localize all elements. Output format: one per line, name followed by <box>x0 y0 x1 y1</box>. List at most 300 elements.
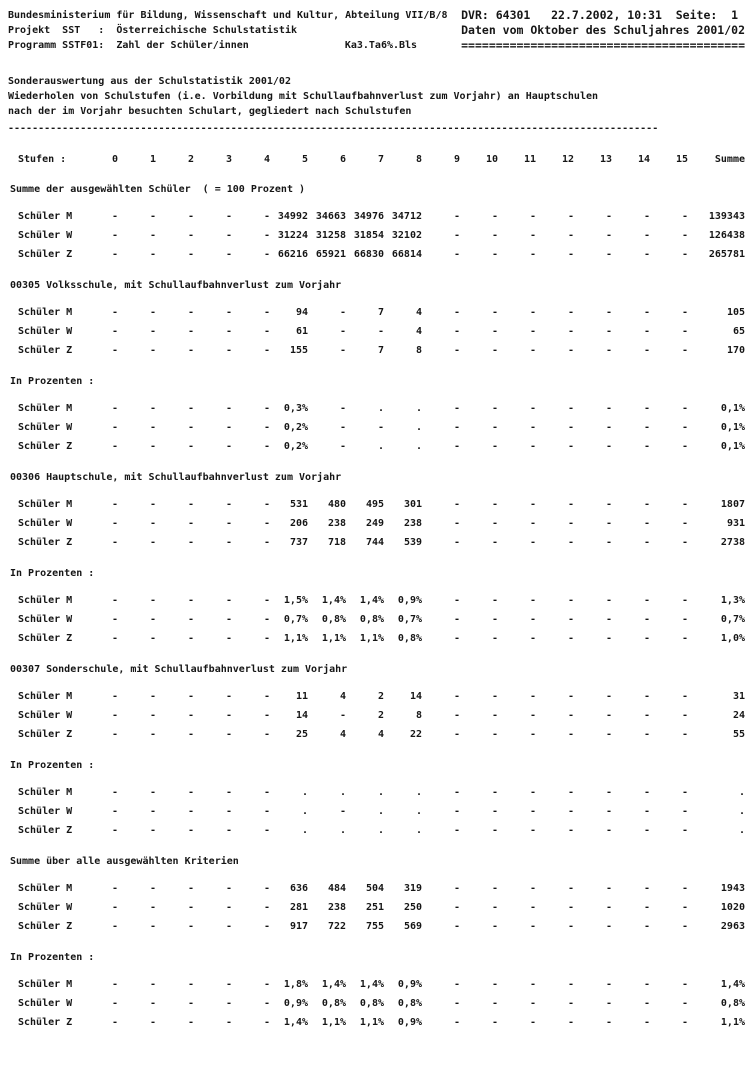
row-cells <box>80 1013 688 1032</box>
cell: - <box>111 633 118 644</box>
cell: - <box>453 403 460 414</box>
cell: - <box>263 691 270 702</box>
cell: - <box>187 518 194 529</box>
cell: - <box>491 806 498 817</box>
cell: - <box>111 825 118 836</box>
table-section <box>8 182 745 264</box>
cell: - <box>453 998 460 1009</box>
cell: - <box>681 902 688 913</box>
cell: 504 <box>365 883 384 894</box>
cell: - <box>149 806 156 817</box>
cell: - <box>149 537 156 548</box>
row-label: Schüler W <box>18 902 73 913</box>
cell: - <box>453 422 460 433</box>
table-row <box>8 399 745 418</box>
cell: - <box>529 614 536 625</box>
cell: - <box>529 422 536 433</box>
cell: - <box>567 441 574 452</box>
cell: - <box>491 614 498 625</box>
cell: - <box>263 345 270 356</box>
cell: 484 <box>327 883 346 894</box>
cell: - <box>567 902 574 913</box>
cell: - <box>529 921 536 932</box>
cell: - <box>111 422 118 433</box>
cell: 755 <box>365 921 384 932</box>
summe-cell: 0,7% <box>720 614 745 625</box>
header-date-line: Daten vom Oktober des Schuljahres 2001/02 <box>461 23 745 37</box>
column-header: 12 <box>561 154 574 165</box>
cell: - <box>111 883 118 894</box>
cell: - <box>149 614 156 625</box>
cell: - <box>681 1017 688 1028</box>
cell: - <box>111 307 118 318</box>
cell: - <box>263 518 270 529</box>
cell: - <box>149 787 156 798</box>
program-output-file: Ka3.Ta6%.Bls <box>344 40 418 51</box>
cell: - <box>491 345 498 356</box>
cell: - <box>681 230 688 241</box>
cell: - <box>491 422 498 433</box>
cell: - <box>225 825 232 836</box>
cell: - <box>605 902 612 913</box>
cell: 7 <box>377 307 384 318</box>
cell: - <box>187 595 194 606</box>
cell: 11 <box>295 691 308 702</box>
cell: - <box>453 979 460 990</box>
cell: - <box>187 787 194 798</box>
cell: - <box>605 441 612 452</box>
cell: - <box>643 729 650 740</box>
cell: - <box>453 345 460 356</box>
cell: . <box>339 825 346 836</box>
table-section <box>8 950 745 1032</box>
cell: - <box>225 614 232 625</box>
cell: - <box>111 710 118 721</box>
cell: - <box>567 787 574 798</box>
cell: 4 <box>339 691 346 702</box>
stufen-header-label: Stufen : <box>18 154 67 165</box>
column-header: 14 <box>637 154 650 165</box>
title-line-2: Wiederholen von Schulstufen (i.e. Vorbildung mit Schullaufbahnverlust zum Vorjahr) an Hauptschulen <box>8 91 599 102</box>
column-header: 3 <box>225 154 232 165</box>
row-cells <box>80 629 688 648</box>
row-cells <box>80 821 688 840</box>
cell: - <box>453 230 460 241</box>
cell: - <box>567 883 574 894</box>
row-label: Schüler W <box>18 326 73 337</box>
cell: - <box>187 921 194 932</box>
cell: . <box>415 422 422 433</box>
row-cells <box>80 418 688 437</box>
cell: - <box>643 825 650 836</box>
header-program-text: Programm SSTF01: Zahl der Schüler/innen <box>8 40 249 51</box>
cell: - <box>567 211 574 222</box>
cell: - <box>529 1017 536 1028</box>
row-label: Schüler W <box>18 614 73 625</box>
cell: 0,8% <box>397 633 422 644</box>
cell: - <box>605 979 612 990</box>
cell: - <box>529 211 536 222</box>
cell: - <box>605 1017 612 1028</box>
cell: - <box>453 633 460 644</box>
column-header: 15 <box>675 154 688 165</box>
cell: - <box>643 537 650 548</box>
cell: - <box>453 825 460 836</box>
summe-cell: 265781 <box>708 249 745 260</box>
cell: 4 <box>377 729 384 740</box>
cell: - <box>149 422 156 433</box>
cell: - <box>111 326 118 337</box>
summe-cell: 1,3% <box>720 595 745 606</box>
row-cells <box>80 399 688 418</box>
cell: - <box>605 249 612 260</box>
row-cells <box>80 687 688 706</box>
cell: - <box>187 307 194 318</box>
cell: 0,8% <box>359 614 384 625</box>
cell: 4 <box>415 326 422 337</box>
cell: - <box>339 441 346 452</box>
row-cells <box>80 898 688 917</box>
cell: . <box>377 825 384 836</box>
row-cells <box>80 322 688 341</box>
cell: - <box>263 902 270 913</box>
cell: - <box>111 729 118 740</box>
header-program-line <box>8 38 448 53</box>
cell: - <box>567 499 574 510</box>
cell: 34663 <box>315 211 346 222</box>
cell: - <box>491 633 498 644</box>
row-cells <box>80 591 688 610</box>
cell: - <box>111 691 118 702</box>
summe-cell: 1943 <box>720 883 745 894</box>
cell: 0,8% <box>359 998 384 1009</box>
row-label: Schüler M <box>18 883 73 894</box>
cell: - <box>187 422 194 433</box>
table-row <box>8 591 745 610</box>
row-label: Schüler M <box>18 691 73 702</box>
cell: - <box>491 883 498 894</box>
section-heading: 00306 Hauptschule, mit Schullaufbahnverlust zum Vorjahr <box>10 472 342 483</box>
table-row <box>8 533 745 552</box>
summe-cell: . <box>738 825 745 836</box>
cell: - <box>453 710 460 721</box>
row-cells <box>80 514 688 533</box>
column-header: 2 <box>187 154 194 165</box>
table-sections <box>8 182 745 1032</box>
table-section <box>8 566 745 648</box>
cell: - <box>605 710 612 721</box>
cell: - <box>453 249 460 260</box>
cell: 1,4% <box>359 979 384 990</box>
cell: - <box>111 998 118 1009</box>
cell: - <box>643 614 650 625</box>
cell: - <box>263 1017 270 1028</box>
cell: - <box>605 595 612 606</box>
cell: - <box>681 518 688 529</box>
cell: - <box>263 979 270 990</box>
cell: - <box>263 230 270 241</box>
cell: - <box>567 710 574 721</box>
cell: - <box>225 211 232 222</box>
cell: - <box>187 691 194 702</box>
cell: - <box>263 825 270 836</box>
cell: 495 <box>365 499 384 510</box>
cell: - <box>491 441 498 452</box>
row-label: Schüler Z <box>18 729 73 740</box>
title-line-1: Sonderauswertung aus der Schulstatistik 2001/02 <box>8 76 291 87</box>
cell: 32102 <box>391 230 422 241</box>
cell: - <box>187 345 194 356</box>
cell: - <box>149 307 156 318</box>
row-label: Schüler W <box>18 710 73 721</box>
cell: - <box>643 691 650 702</box>
cell: - <box>605 921 612 932</box>
table-row <box>8 975 745 994</box>
cell: - <box>529 441 536 452</box>
cell: . <box>377 403 384 414</box>
cell: - <box>453 787 460 798</box>
cell: 0,8% <box>397 998 422 1009</box>
cell: 0,9% <box>397 979 422 990</box>
cell: - <box>225 307 232 318</box>
cell: 569 <box>403 921 422 932</box>
cell: - <box>681 345 688 356</box>
row-label: Schüler Z <box>18 633 73 644</box>
cell: - <box>453 921 460 932</box>
row-cells <box>80 725 688 744</box>
cell: - <box>453 1017 460 1028</box>
cell: 61 <box>295 326 308 337</box>
cell: 25 <box>295 729 308 740</box>
table-section <box>8 470 745 552</box>
cell: 14 <box>295 710 308 721</box>
cell: - <box>149 883 156 894</box>
section-heading: Summe der ausgewählten Schüler ( = 100 Prozent ) <box>10 184 306 195</box>
cell: - <box>567 345 574 356</box>
cell: - <box>453 902 460 913</box>
cell: - <box>605 518 612 529</box>
cell: - <box>187 326 194 337</box>
cell: - <box>339 326 346 337</box>
cell: - <box>567 691 574 702</box>
cell: - <box>491 307 498 318</box>
table-row <box>8 706 745 725</box>
cell: - <box>529 537 536 548</box>
cell: - <box>643 518 650 529</box>
cell: 718 <box>327 537 346 548</box>
row-cells <box>80 437 688 456</box>
cell: - <box>605 787 612 798</box>
cell: 34712 <box>391 211 422 222</box>
separator-rule: ------------------------------------------------------------------------------------------------------------ <box>8 123 659 134</box>
cell: - <box>567 806 574 817</box>
table-row <box>8 226 745 245</box>
cell: - <box>187 806 194 817</box>
cell: - <box>681 211 688 222</box>
row-cells <box>80 610 688 629</box>
cell: 722 <box>327 921 346 932</box>
header-left-block <box>8 8 448 53</box>
cell: - <box>187 403 194 414</box>
table-row <box>8 322 745 341</box>
cell: - <box>149 595 156 606</box>
cell: - <box>681 499 688 510</box>
header-project-line: Projekt SST : Österreichische Schulstatistik <box>8 25 297 36</box>
cell: - <box>681 307 688 318</box>
cell: 0,2% <box>283 441 308 452</box>
cell: - <box>491 326 498 337</box>
title-block <box>8 74 745 136</box>
cell: 238 <box>327 902 346 913</box>
cell: 1,1% <box>359 1017 384 1028</box>
table-row <box>8 303 745 322</box>
cell: - <box>111 921 118 932</box>
cell: - <box>643 403 650 414</box>
table-section <box>8 278 745 360</box>
cell: - <box>225 979 232 990</box>
header-ministry-line: Bundesministerium für Bildung, Wissenschaft und Kultur, Abteilung VII/B/8 <box>8 10 448 21</box>
summe-cell: 0,8% <box>720 998 745 1009</box>
section-heading: In Prozenten : <box>10 760 95 771</box>
cell: - <box>605 998 612 1009</box>
cell: - <box>567 979 574 990</box>
cell: - <box>149 1017 156 1028</box>
cell: - <box>605 806 612 817</box>
summe-cell: 105 <box>726 307 745 318</box>
cell: - <box>453 883 460 894</box>
cell: - <box>263 633 270 644</box>
cell: - <box>263 883 270 894</box>
cell: - <box>149 825 156 836</box>
cell: - <box>681 441 688 452</box>
cell: . <box>301 787 308 798</box>
cell: - <box>605 403 612 414</box>
cell: - <box>339 345 346 356</box>
cell: - <box>643 902 650 913</box>
cell: - <box>643 998 650 1009</box>
summe-cell: 1807 <box>720 499 745 510</box>
cell: - <box>643 307 650 318</box>
cell: 636 <box>289 883 308 894</box>
cell: 66830 <box>353 249 384 260</box>
cell: - <box>111 595 118 606</box>
cell: 34976 <box>353 211 384 222</box>
cell: - <box>491 979 498 990</box>
cell: - <box>491 499 498 510</box>
row-label: Schüler M <box>18 787 73 798</box>
cell: - <box>225 422 232 433</box>
report-header <box>8 8 745 53</box>
cell: 1,1% <box>321 1017 346 1028</box>
cell: - <box>263 998 270 1009</box>
table-row <box>8 437 745 456</box>
cell: 31224 <box>277 230 308 241</box>
cell: - <box>187 902 194 913</box>
cell: 1,4% <box>283 1017 308 1028</box>
cell: - <box>187 499 194 510</box>
cell: - <box>225 230 232 241</box>
cell: 2 <box>377 691 384 702</box>
column-header: 1 <box>149 154 156 165</box>
cell: 480 <box>327 499 346 510</box>
section-heading: Summe über alle ausgewählten Kriterien <box>10 856 239 867</box>
cell: - <box>339 403 346 414</box>
column-header: 6 <box>339 154 346 165</box>
cell: - <box>529 902 536 913</box>
cell: - <box>453 614 460 625</box>
cell: 22 <box>409 729 422 740</box>
summe-cell: . <box>738 787 745 798</box>
cell: - <box>225 691 232 702</box>
cell: - <box>187 1017 194 1028</box>
cell: - <box>225 710 232 721</box>
cell: - <box>491 691 498 702</box>
cell: - <box>529 307 536 318</box>
cell: 1,5% <box>283 595 308 606</box>
cell: - <box>491 1017 498 1028</box>
row-label: Schüler M <box>18 499 73 510</box>
row-label: Schüler M <box>18 307 73 318</box>
cell: - <box>643 633 650 644</box>
cell: . <box>415 806 422 817</box>
cell: - <box>263 326 270 337</box>
row-label: Schüler M <box>18 595 73 606</box>
cell: - <box>567 249 574 260</box>
cell: . <box>415 403 422 414</box>
cell: - <box>111 787 118 798</box>
cell: - <box>643 921 650 932</box>
cell: - <box>681 825 688 836</box>
cell: 14 <box>409 691 422 702</box>
column-header: 7 <box>377 154 384 165</box>
cell: - <box>491 787 498 798</box>
table-row <box>8 610 745 629</box>
cell: 155 <box>289 345 308 356</box>
cell: - <box>225 1017 232 1028</box>
cell: - <box>149 518 156 529</box>
row-label: Schüler M <box>18 979 73 990</box>
column-header: 10 <box>485 154 498 165</box>
cell: 249 <box>365 518 384 529</box>
cell: 1,4% <box>321 595 346 606</box>
cell: - <box>605 633 612 644</box>
cell: - <box>491 595 498 606</box>
cell: - <box>187 614 194 625</box>
cell: - <box>643 249 650 260</box>
row-cells <box>80 879 688 898</box>
cell: 7 <box>377 345 384 356</box>
cell: - <box>111 403 118 414</box>
cell: 917 <box>289 921 308 932</box>
cell: - <box>529 249 536 260</box>
cell: 0,8% <box>321 614 346 625</box>
row-cells <box>80 207 688 226</box>
cell: - <box>567 403 574 414</box>
cell: - <box>491 902 498 913</box>
summe-cell: 31 <box>732 691 745 702</box>
cell: - <box>491 825 498 836</box>
row-cells <box>80 975 688 994</box>
cell: - <box>225 249 232 260</box>
table-row <box>8 783 745 802</box>
summe-cell: 931 <box>726 518 745 529</box>
table-section <box>8 662 745 744</box>
cell: - <box>643 595 650 606</box>
cell: 238 <box>327 518 346 529</box>
cell: - <box>643 979 650 990</box>
cell: - <box>263 729 270 740</box>
cell: 319 <box>403 883 422 894</box>
